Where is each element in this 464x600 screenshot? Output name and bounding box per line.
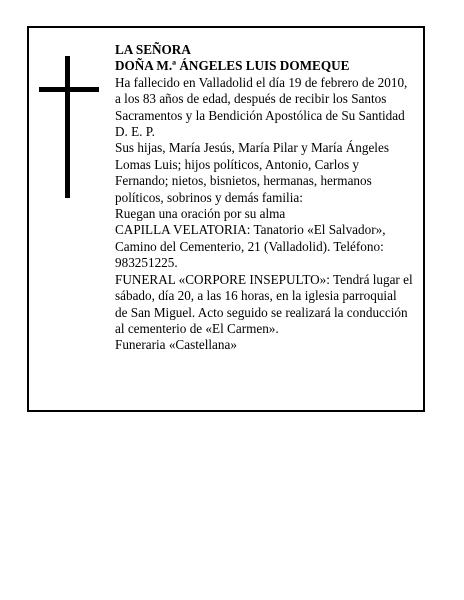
deceased-name: DOÑA M.ª ÁNGELES LUIS DOMEQUE [115,58,350,74]
notice-line: Sacramentos y la Bendición Apostólica de Su Santidad [115,107,405,123]
notice-text [115,42,425,354]
notice-line: Lomas Luis; hijos políticos, Antonio, Carlos y [115,156,359,172]
obituary-notice [27,26,425,412]
notice-line: al cementerio de «El Carmen». [115,320,279,336]
notice-line: a los 83 años de edad, después de recibir los Santos [115,91,387,107]
funeral-home: Funeraria «Castellana» [115,337,237,353]
notice-line: políticos, sobrinos y demás familia: [115,189,303,205]
cross-icon [39,56,99,198]
notice-line: CAPILLA VELATORIA: Tanatorio «El Salvador», [115,222,386,238]
notice-line: FUNERAL «CORPORE INSEPULTO»: Tendrá lugar el [115,271,413,287]
notice-line: sábado, día 20, a las 16 horas, en la iglesia parroquial [115,288,397,304]
notice-line: de San Miguel. Acto seguido se realizará la conducción [115,304,408,320]
notice-line: 983251225. [115,255,178,271]
notice-line: Ha fallecido en Valladolid el día 19 de febrero de 2010, [115,74,408,90]
notice-line: D. E. P. [115,124,155,140]
notice-line: Fernando; nietos, bisnietos, hermanas, hermanos [115,173,372,189]
cross-vertical-bar [65,56,70,198]
notice-heading: LA SEÑORA [115,42,191,57]
notice-line: Ruegan una oración por su alma [115,206,286,222]
cross-horizontal-bar [39,87,99,92]
notice-line: Camino del Cementerio, 21 (Valladolid). Teléfono: [115,238,384,254]
notice-line: Sus hijas, María Jesús, María Pilar y María Ángeles [115,140,389,156]
